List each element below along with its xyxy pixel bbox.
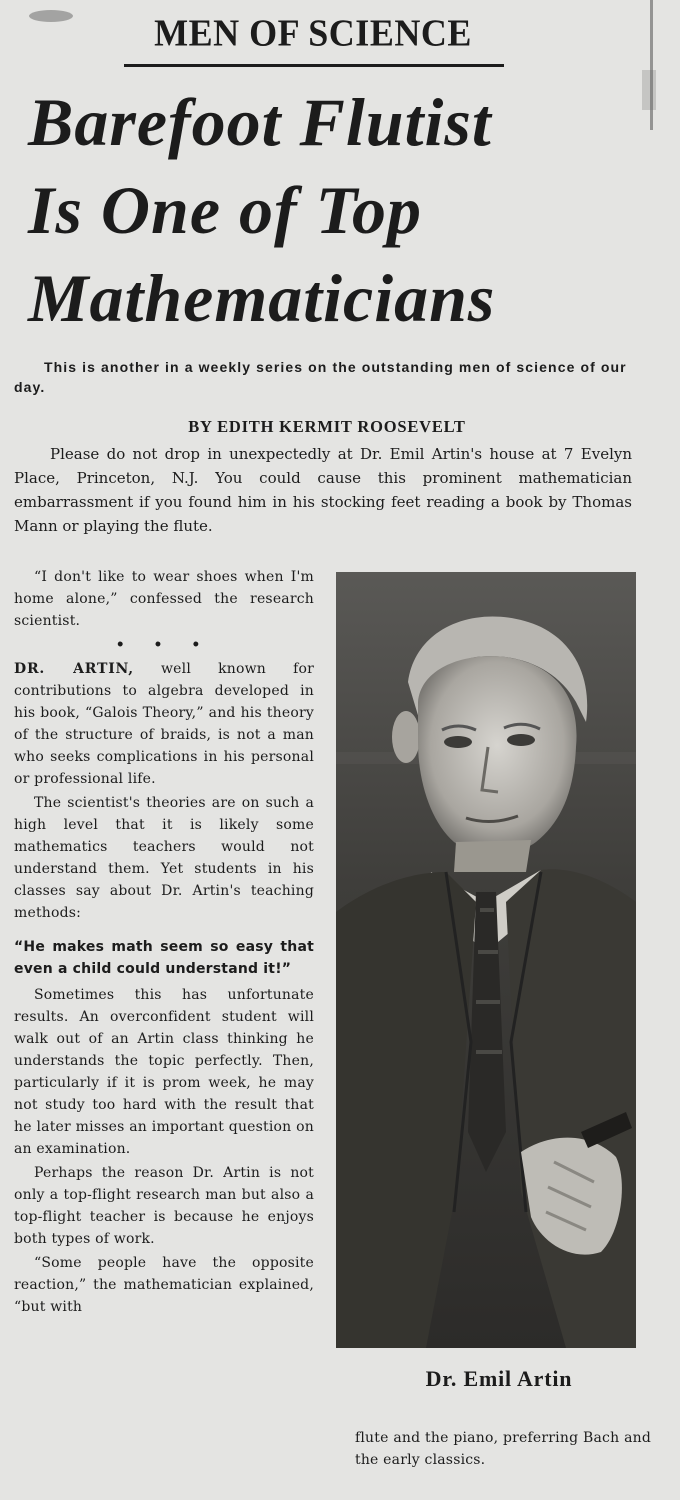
headline	[28, 78, 668, 342]
photo-caption: Dr. Emil Artin	[425, 1366, 573, 1391]
man-portrait-icon	[336, 572, 636, 1348]
ink-smudge	[26, 6, 76, 26]
paragraph-2	[14, 658, 314, 790]
paragraph-1: “I don't like to wear shoes when I'm home alone,” confessed the research scientist.	[14, 569, 314, 629]
pull-quote: “He makes math seem so easy that even a child could understand it!”	[14, 939, 314, 977]
kicker-rule	[124, 64, 504, 67]
paragraph-2-leadin: DR. ARTIN,	[14, 661, 134, 677]
lead-paragraph: Please do not drop in unexpectedly at Dr. Emil Artin's house at 7 Evelyn Place, Princeton, N.J. You could cause this prominent mathematician embarrassment if you found him in his stocking feet reading a book by Thomas Mann or playing the flute.	[14, 445, 632, 535]
paragraph-3: The scientist's theories are on such a high level that it is likely some mathematics teachers would not understand them. Yet students in his classes say about Dr. Artin's teaching methods:	[14, 795, 314, 921]
paragraph-5: Perhaps the reason Dr. Artin is not only a top-flight research man but also a top-flight teacher is because he enjoys both types of work.	[14, 1165, 314, 1247]
left-column	[14, 566, 314, 1320]
headline-line-1: Barefoot Flutist	[28, 84, 492, 160]
separator-dots: • • •	[115, 637, 213, 653]
paragraph-2-body: well known for contributions to algebra developed in his book, “Galois Theory,” and his theory of the structure of braids, is not a man who seeks complications in his personal or professional life.	[14, 661, 314, 787]
headline-line-3: Mathematicians	[28, 260, 496, 336]
byline: BY EDITH KERMIT ROOSEVELT	[188, 417, 466, 436]
section-kicker: MEN OF SCIENCE	[154, 12, 472, 55]
right-column-continuation: flute and the piano, preferring Bach and the early classics.	[355, 1430, 651, 1468]
portrait-photo	[336, 572, 636, 1348]
series-note: This is another in a weekly series on the outstanding men of science of our day.	[14, 359, 627, 395]
headline-line-2: Is One of Top	[28, 172, 422, 248]
paragraph-6: “Some people have the opposite reaction,” the mathematician explained, “but with	[14, 1255, 314, 1315]
paragraph-4: Sometimes this has unfortunate results. An overconfident student will walk out of an Artin class thinking he understands the topic perfectly. Then, particularly if it is prom week, he may not study too hard with the result that he later misses an important question on an examination.	[14, 987, 314, 1157]
